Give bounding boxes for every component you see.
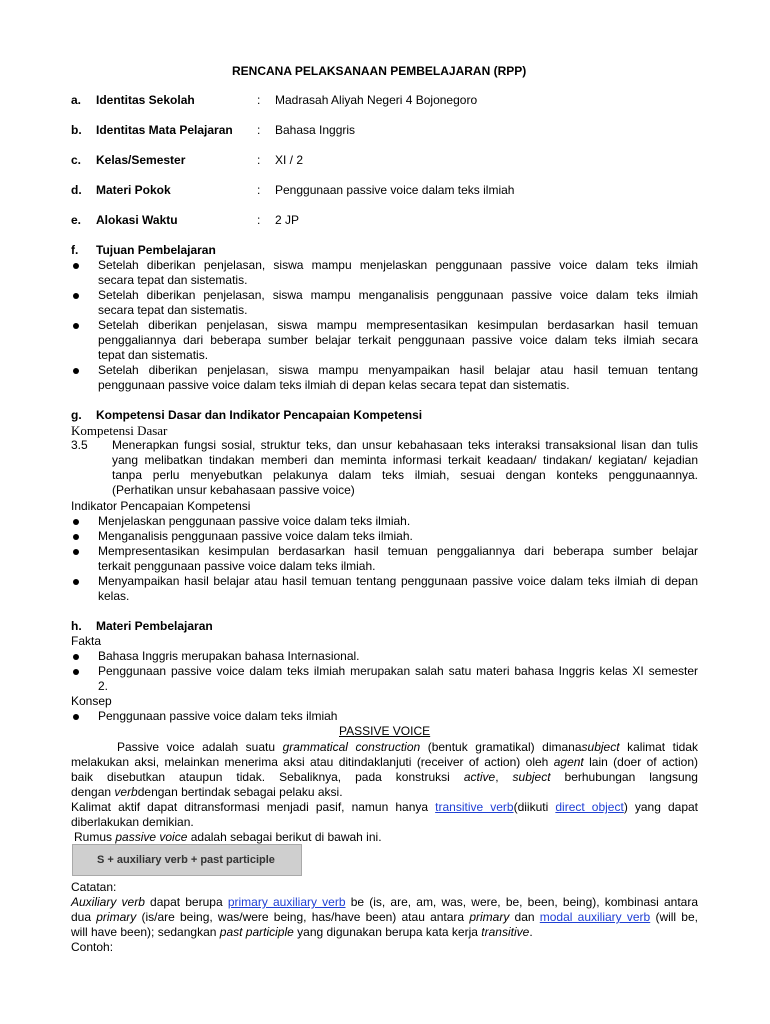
list-item-line: kelas. — [98, 589, 130, 603]
paragraph-line — [71, 910, 698, 925]
identity-value: Madrasah Aliyah Negeri 4 Bojonegoro — [275, 93, 478, 107]
text-run: agent — [553, 755, 584, 769]
section-heading: Tujuan Pembelajaran — [96, 243, 216, 257]
identity-value: XI / 2 — [275, 153, 304, 167]
text-run: verb — [114, 785, 138, 799]
bullet-icon — [73, 579, 79, 585]
list-item-line: Menyampaikan hasil belajar atau hasil temuan tentang penggunaan passive voice dalam teks ilmiah di depan — [98, 574, 698, 588]
text-run: , — [495, 770, 513, 784]
text-run: dan — [509, 910, 540, 924]
transitive-verb-link[interactable]: transitive verb — [435, 800, 514, 814]
contoh-label: Contoh: — [71, 940, 114, 954]
text-run: Rumus — [74, 830, 116, 844]
list-item-line: Penggunaan passive voice dalam teks ilmiah merupakan salah satu materi bahasa Inggris kelas XI semester — [98, 664, 698, 678]
text-run: berhubungan langsung — [550, 770, 698, 784]
kd-label: Kompetensi Dasar — [71, 423, 168, 438]
list-item-line: Setelah diberikan penjelasan, siswa mampu menyampaikan hasil belajar atau hasil temuan tentang — [98, 363, 698, 377]
section-heading: Kompetensi Dasar dan Indikator Pencapaian Kompetensi — [96, 408, 423, 422]
identity-colon: : — [257, 183, 261, 197]
list-item-line: penggunaan passive voice dalam teks ilmiah di depan kelas secara tepat dan sistematis. — [98, 378, 570, 392]
list-item-line: Setelah diberikan penjelasan, siswa mampu menjelaskan penggunaan passive voice dalam teks ilmiah — [98, 258, 698, 272]
identity-colon: : — [257, 153, 261, 167]
catatan-label: Catatan: — [71, 880, 117, 894]
text-run: Passive voice adalah suatu — [117, 740, 283, 754]
text-run: yang digunakan berupa kata kerja — [293, 925, 482, 939]
bullet-icon — [73, 549, 79, 555]
list-item-line: penggaliannya dari beberapa sumber belajar terkait penggunaan passive voice dalam teks ilmiah secara — [98, 333, 698, 347]
bullet-icon — [73, 714, 79, 720]
text-run: active — [463, 770, 496, 784]
identity-label: Alokasi Waktu — [96, 213, 178, 227]
text-run: Kalimat aktif dapat ditransformasi menjadi pasif, namun hanya — [71, 800, 436, 814]
text-run: lain (doer of action) — [583, 755, 698, 769]
bullet-icon — [73, 519, 79, 525]
bullet-icon — [73, 669, 79, 675]
identity-letter: c. — [71, 153, 82, 167]
list-item-line: secara tepat dan sistematis. — [98, 303, 248, 317]
text-run: passive voice — [115, 830, 188, 844]
bullet-icon — [73, 263, 79, 269]
text-run: (bentuk gramatikal) dimana — [420, 740, 582, 754]
text-run: . — [529, 925, 533, 939]
identity-letter: d. — [71, 183, 82, 197]
text-run: ) yang dapat — [623, 800, 699, 814]
ipk-label: Indikator Pencapaian Kompetensi — [71, 499, 251, 513]
text-run: baik disebutkan ataupun tidak. Sebaliknya, pada konstruksi — [71, 770, 464, 784]
list-item-line: tepat dan sistematis. — [98, 348, 209, 362]
list-item-line: Menganalisis penggunaan passive voice dalam teks ilmiah. — [98, 529, 413, 543]
list-item-line: Setelah diberikan penjelasan, siswa mampu menganalisis penggunaan passive voice dalam teks ilmiah — [98, 288, 698, 302]
konsep-label: Konsep — [71, 694, 112, 708]
section-heading: Materi Pembelajaran — [96, 619, 213, 633]
section-letter: g. — [71, 408, 82, 422]
text-run: past participle — [219, 925, 294, 939]
paragraph-line — [71, 925, 533, 940]
identity-colon: : — [257, 123, 261, 137]
list-item-line: 2. — [98, 679, 109, 693]
text-run: dengan — [71, 785, 115, 799]
document-title: RENCANA PELAKSANAAN PEMBELAJARAN (RPP) — [232, 64, 527, 78]
section-letter: h. — [71, 619, 82, 633]
text-run: will have been); sedangkan — [71, 925, 220, 939]
list-item-line: Penggunaan passive voice dalam teks ilmiah — [98, 709, 338, 723]
modal-auxiliary-verb-link[interactable]: modal auxiliary verb — [539, 910, 651, 924]
list-item-line: terkait penggunaan passive voice dalam teks ilmiah. — [98, 559, 376, 573]
text-run: be (is, are, am, was, were, be, been, being), kombinasi antara — [345, 895, 698, 909]
text-run: (is/are being, was/were being, has/have been) atau antara — [136, 910, 470, 924]
bullet-icon — [73, 368, 79, 374]
list-item-line: Menjelaskan penggunaan passive voice dalam teks ilmiah. — [98, 514, 411, 528]
text-run: adalah sebagai berikut di bawah ini. — [187, 830, 382, 844]
identity-letter: b. — [71, 123, 82, 137]
identity-value: Penggunaan passive voice dalam teks ilmiah — [275, 183, 515, 197]
identity-label: Identitas Sekolah — [96, 93, 195, 107]
passive-voice-title: PASSIVE VOICE — [339, 724, 431, 738]
identity-value: 2 JP — [275, 213, 300, 227]
text-run: (will be, — [650, 910, 698, 924]
list-item-line: secara tepat dan sistematis. — [98, 273, 248, 287]
paragraph-line — [71, 895, 698, 910]
text-run: transitive — [481, 925, 530, 939]
text-run: dapat berupa — [144, 895, 228, 909]
list-item-line: Bahasa Inggris merupakan bahasa Internasional. — [98, 649, 360, 663]
bullet-icon — [73, 534, 79, 540]
text-run: (diikuti — [513, 800, 556, 814]
text-run: subject — [512, 770, 551, 784]
kd-text-line: (Perhatikan unsur kebahasaan passive voice) — [112, 483, 355, 497]
list-item-line: Setelah diberikan penjelasan, siswa mampu mempresentasikan kesimpulan berdasarkan hasil temuan — [98, 318, 698, 332]
paragraph-line — [74, 830, 382, 845]
paragraph-line — [71, 770, 698, 785]
paragraph-line: diberlakukan demikian. — [71, 815, 194, 829]
identity-label: Materi Pokok — [96, 183, 171, 197]
paragraph-line — [71, 755, 698, 770]
kd-number: 3.5 — [71, 438, 88, 452]
bullet-icon — [73, 323, 79, 329]
list-item-line: Mempresentasikan kesimpulan berdasarkan hasil temuan penggaliannya dari beberapa sumber belajar — [98, 544, 698, 558]
text-run: kalimat tidak — [619, 740, 698, 754]
kd-text-line: Menerapkan fungsi sosial, struktur teks, dan unsur kebahasaan teks interaksi transaksional lisan dan tulis — [112, 438, 698, 452]
formula-text: S + auxiliary verb + past participle — [97, 854, 275, 866]
paragraph-line — [71, 800, 698, 815]
identity-label: Kelas/Semester — [96, 153, 186, 167]
primary-auxiliary-verb-link[interactable]: primary auxiliary verb — [227, 895, 346, 909]
formula-box — [72, 844, 302, 876]
identity-value: Bahasa Inggris — [275, 123, 356, 137]
fakta-label: Fakta — [71, 634, 102, 648]
text-run: primary — [96, 910, 137, 924]
identity-label: Identitas Mata Pelajaran — [96, 123, 233, 137]
text-run: dua — [71, 910, 97, 924]
paragraph-line — [71, 785, 343, 800]
text-run: Auxiliary verb — [71, 895, 145, 909]
paragraph-line — [71, 740, 698, 755]
text-run: primary — [469, 910, 510, 924]
text-run: subject — [581, 740, 620, 754]
identity-letter: a. — [71, 93, 82, 107]
bullet-icon — [73, 293, 79, 299]
kd-text-line: yang melibatkan tindakan memberi dan meminta informasi terkait keadaan/ tindakan/ kegiatan/ kejadian — [112, 453, 698, 467]
identity-letter: e. — [71, 213, 82, 227]
kd-text-line: tanpa perlu menyebutkan pelakunya dalam teks ilmiah, sesuai dengan konteks penggunaannya. — [112, 468, 698, 482]
text-run: grammatical construction — [282, 740, 421, 754]
text-run: dengan bertindak sebagai pelaku aksi. — [137, 785, 343, 799]
identity-colon: : — [257, 93, 261, 107]
direct-object-link[interactable]: direct object — [555, 800, 624, 814]
bullet-icon — [73, 654, 79, 660]
section-letter: f. — [71, 243, 79, 257]
text-run: melakukan aksi, melainkan menerima aksi atau ditindaklanjuti (receiver of action) oleh — [71, 755, 554, 769]
identity-colon: : — [257, 213, 261, 227]
